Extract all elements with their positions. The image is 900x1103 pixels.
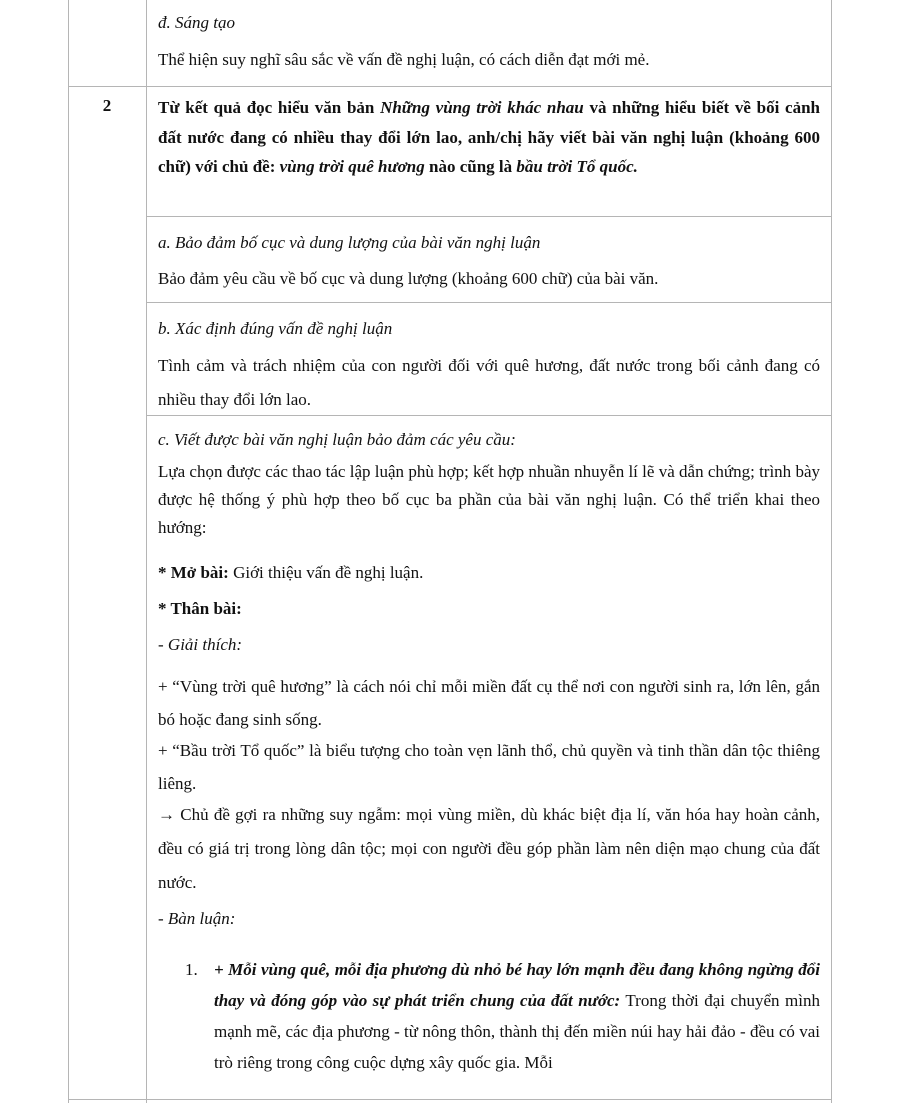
giai-thich-point-2: + “Bầu trời Tổ quốc” là biểu tượng cho toàn vẹn lãnh thổ, chủ quyền và tinh thần dân tộc thiêng liêng.	[158, 741, 820, 793]
prompt-text-title: Những vùng trời khác nhau	[380, 98, 584, 117]
question-prompt	[158, 93, 820, 182]
ban-luan-item-claim: + Mỗi vùng quê, mỗi địa phương dù nhỏ bé hay lớn mạnh đều đang không ngừng đổi thay và đóng góp vào sự phát triển chung của đất nước:	[214, 960, 820, 1010]
mo-bai	[158, 558, 820, 587]
criterion-a-body: Bảo đảm yêu cầu về bố cục và dung lượng (khoảng 600 chữ) của bài văn.	[158, 269, 659, 288]
prompt-part-1: Từ kết quả đọc hiểu văn bản	[158, 98, 381, 117]
prompt-part-3: và những hiểu biết về bối cảnh đất nước đang có nhiều thay đổi lớn lao, anh/chị hãy viết bài văn nghị luận (khoảng 600 chữ) với chủ đề:	[158, 98, 820, 176]
criterion-d-body: Thể hiện suy nghĩ sâu sắc về vấn đề nghị luận, có cách diễn đạt mới mẻ.	[158, 50, 650, 69]
prompt-theme-2: bầu trời Tổ quốc.	[516, 157, 638, 176]
prompt-theme-1: vùng trời quê hương	[279, 157, 425, 176]
table-border-right	[831, 0, 832, 1103]
criterion-c-intro: Lựa chọn được các thao tác lập luận phù hợp; kết hợp nhuần nhuyễn lí lẽ và dẫn chứng; trình bày được hệ thống ý phù hợp theo bố cục ba phần của bài văn nghị luận. Có thể triển khai theo hướng:	[158, 462, 820, 537]
than-bai-label: * Thân bài:	[158, 599, 242, 618]
ban-luan-item-text: Trong thời đại chuyển mình mạnh mẽ, các địa phương - từ nông thôn, thành thị đến miền núi hay hải đảo - đều có vai trò riêng trong công cuộc dựng xây quốc gia. Mỗi	[214, 991, 820, 1072]
giai-thich-conclusion: → Chủ đề gợi ra những suy ngẫm: mọi vùng miền, dù khác biệt địa lí, văn hóa hay hoàn cảnh, đều có giá trị trong lòng dân tộc; mọi con người đều góp phần làm nên diện mạo chung của đất nước.	[158, 805, 820, 892]
criterion-d-heading: đ. Sáng tạo	[158, 13, 235, 32]
ban-luan-label: - Bàn luận:	[158, 909, 236, 928]
criterion-b-body: Tình cảm và trách nhiệm của con người đối với quê hương, đất nước trong bối cảnh đang có nhiều thay đổi lớn lao.	[158, 356, 820, 409]
giai-thich-point-1: + “Vùng trời quê hương” là cách nói chỉ mỗi miền đất cụ thể nơi con người sinh ra, lớn lên, gắn bó hoặc đang sinh sống.	[158, 677, 820, 729]
prompt-part-5: nào cũng là	[424, 157, 517, 176]
criterion-a-heading: a. Bảo đảm bố cục và dung lượng của bài văn nghị luận	[158, 233, 541, 252]
criterion-b-heading: b. Xác định đúng vấn đề nghị luận	[158, 319, 393, 338]
table-border-bottom	[68, 1099, 832, 1100]
ban-luan-item-1	[214, 954, 820, 1078]
mo-bai-text: Giới thiệu vấn đề nghị luận.	[228, 563, 424, 582]
mo-bai-label: * Mở bài:	[158, 563, 229, 582]
row-divider-question	[68, 86, 832, 87]
question-number: 2	[102, 96, 112, 115]
giai-thich-label: - Giải thích:	[158, 635, 243, 654]
table-border-left	[68, 0, 69, 1103]
list-item-number: 1.	[185, 960, 198, 979]
row-divider-b	[146, 302, 832, 303]
criterion-c-heading: c. Viết được bài văn nghị luận bảo đảm các yêu cầu:	[158, 430, 516, 449]
row-divider-a	[146, 216, 832, 217]
table-column-divider	[146, 0, 147, 1103]
